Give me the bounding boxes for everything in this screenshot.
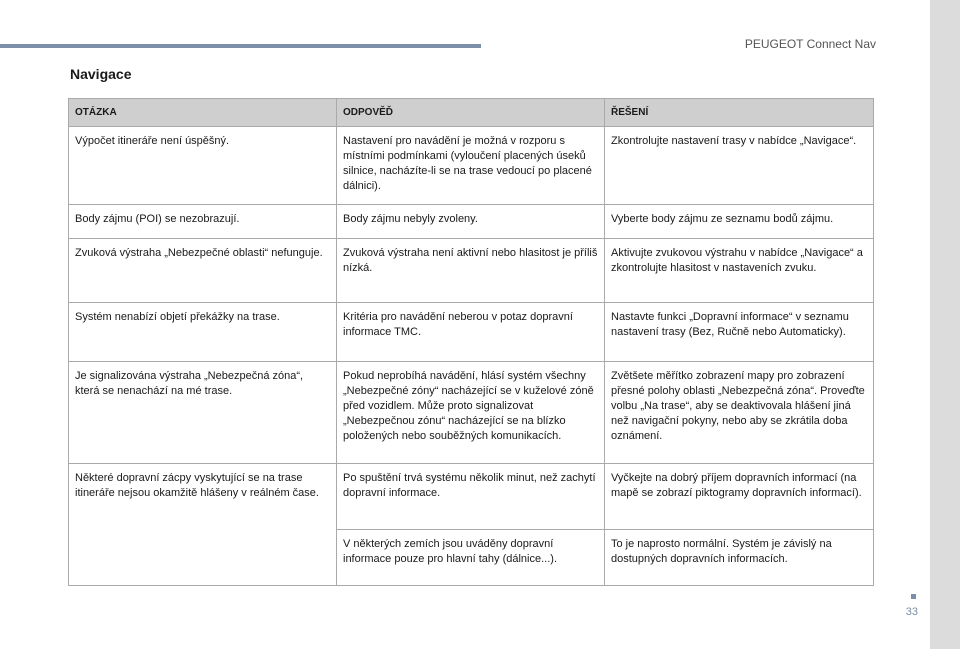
question-cell: Je signalizována výstraha „Nebezpečná zóna“, která se nenachází na mé trase. <box>69 362 337 464</box>
answer-cell: Po spuštění trvá systému několik minut, než zachytí dopravní informace. <box>337 464 605 530</box>
table-header-row <box>69 99 874 127</box>
side-strip <box>930 0 960 649</box>
table-row <box>69 303 874 362</box>
faq-table <box>68 98 874 586</box>
solution-cell: Zkontrolujte nastavení trasy v nabídce „Navigace“. <box>605 127 874 205</box>
solution-cell: Vyčkejte na dobrý příjem dopravních informací (na mapě se zobrazí piktogramy dopravních informací). <box>605 464 874 530</box>
answer-cell: V některých zemích jsou uváděny dopravní informace pouze pro hlavní tahy (dálnice...). <box>337 530 605 586</box>
answer-cell: Zvuková výstraha není aktivní nebo hlasitost je příliš nízká. <box>337 239 605 303</box>
answer-cell: Kritéria pro navádění neberou v potaz dopravní informace TMC. <box>337 303 605 362</box>
solution-cell: Aktivujte zvukovou výstrahu v nabídce „Navigace“ a zkontrolujte hlasitost v nastaveních zvuku. <box>605 239 874 303</box>
answer-cell: Body zájmu nebyly zvoleny. <box>337 205 605 239</box>
page-marker <box>911 594 916 599</box>
question-cell: Zvuková výstraha „Nebezpečné oblasti“ nefunguje. <box>69 239 337 303</box>
page-title: Navigace <box>70 66 132 82</box>
question-cell: Výpočet itineráře není úspěšný. <box>69 127 337 205</box>
solution-cell: Nastavte funkci „Dopravní informace“ v seznamu nastavení trasy (Bez, Ručně nebo Automaticky). <box>605 303 874 362</box>
question-cell: Body zájmu (POI) se nezobrazují. <box>69 205 337 239</box>
column-header-answer: ODPOVĚĎ <box>337 99 605 127</box>
solution-cell: To je naprosto normální. Systém je závislý na dostupných dopravních informacích. <box>605 530 874 586</box>
table-row <box>69 362 874 464</box>
answer-cell: Pokud neprobíhá navádění, hlásí systém všechny „Nebezpečné zóny“ nacházející se v kuželové zóně před vozidlem. Může proto signalizovat „Nebezpečnou zónu“ nacházející se na blízko položených nebo souběžných komunikacích. <box>337 362 605 464</box>
question-cell: Některé dopravní zácpy vyskytující se na trase itineráře nejsou okamžitě hlášeny v reálném čase. <box>69 464 337 586</box>
brand-label: PEUGEOT Connect Nav <box>744 37 876 51</box>
answer-cell: Nastavení pro navádění je možná v rozporu s místními podmínkami (vyloučení placených úseků silnice, nacházíte-li se na trase vedoucí po placené dálnici). <box>337 127 605 205</box>
table-row <box>69 205 874 239</box>
column-header-solution: ŘEŠENÍ <box>605 99 874 127</box>
solution-cell: Zvětšete měřítko zobrazení mapy pro zobrazení přesné polohy oblasti „Nebezpečná zóna“. Proveďte volbu „Na trase“, aby se deaktivovala hlášení jiná než navigační pokyny, nebo aby se zkrátila doba oznámení. <box>605 362 874 464</box>
question-cell: Systém nenabízí objetí překážky na trase. <box>69 303 337 362</box>
table-row <box>69 464 874 530</box>
table-row <box>69 127 874 205</box>
table-row <box>69 239 874 303</box>
header-rule <box>0 44 481 48</box>
solution-cell: Vyberte body zájmu ze seznamu bodů zájmu. <box>605 205 874 239</box>
column-header-question: OTÁZKA <box>69 99 337 127</box>
page-number: 33 <box>905 606 918 618</box>
